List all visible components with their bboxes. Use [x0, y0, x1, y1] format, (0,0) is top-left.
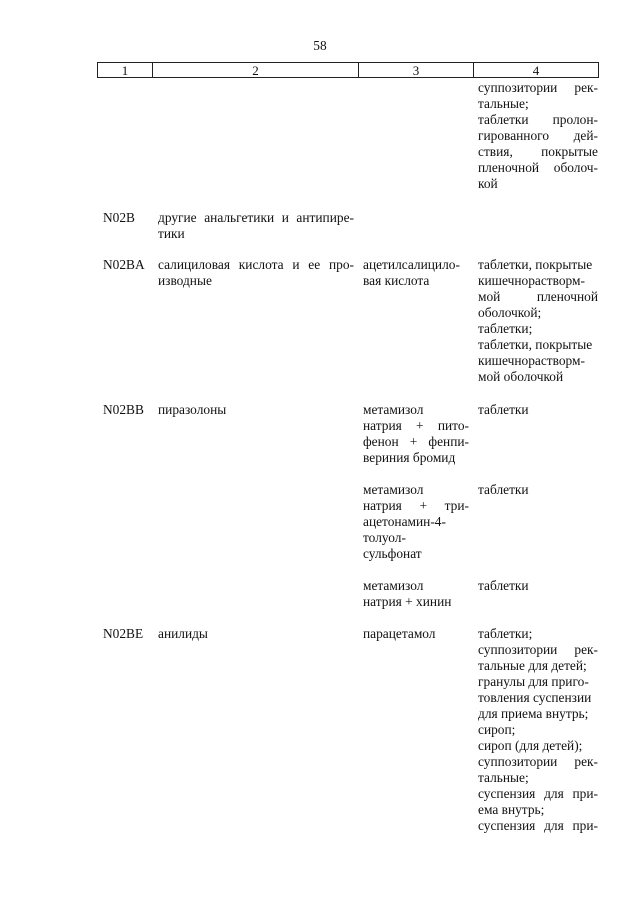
dosage-forms: таблетки: [478, 578, 529, 593]
drug-line: метамизол: [363, 482, 424, 497]
column-number-4: 4: [474, 63, 599, 78]
form-line: таблетки;: [478, 321, 533, 336]
pharmacological-group: [158, 257, 354, 289]
atc-code: N02BB: [103, 402, 144, 417]
form-line: пленочной оболоч-: [478, 160, 598, 175]
atc-code: N02B: [103, 210, 135, 225]
drug-name: [363, 482, 469, 562]
form-line: суппозитории рек-: [478, 754, 598, 769]
drug-line: натрия + хинин: [363, 594, 452, 609]
dosage-forms: [478, 257, 598, 385]
form-line: тальные для детей;: [478, 658, 587, 673]
form-line: сироп;: [478, 722, 516, 737]
form-line: гранулы для приго-: [478, 674, 589, 689]
form-line: тальные;: [478, 96, 529, 111]
group-line: изводные: [158, 273, 212, 288]
atc-code: N02BA: [103, 257, 145, 272]
pharmacological-group: анилиды: [158, 626, 208, 641]
drug-name: [363, 578, 469, 610]
column-number-3: 3: [359, 63, 474, 78]
pharmacological-group: пиразолоны: [158, 402, 227, 417]
form-line: кишечнорастворм-: [478, 353, 585, 368]
column-number-2: 2: [153, 63, 359, 78]
form-line: суспензия для при-: [478, 818, 598, 833]
form-line: для приема внутрь;: [478, 706, 589, 721]
form-line: суспензия для при-: [478, 786, 598, 801]
form-line: тальные;: [478, 770, 529, 785]
form-line: ема внутрь;: [478, 802, 545, 817]
form-line: товления суспензии: [478, 690, 592, 705]
drug-line: ацетилсалицило-: [363, 257, 460, 272]
drug-line: толуол-: [363, 530, 406, 545]
drug-line: сульфонат: [363, 546, 422, 561]
form-line: ствия, покрытые: [478, 144, 598, 159]
continued-dosage-forms: [478, 80, 598, 192]
form-line: таблетки пролон-: [478, 112, 598, 127]
dosage-forms: таблетки: [478, 482, 529, 497]
group-line: салициловая кислота и ее про-: [158, 257, 354, 272]
group-line: другие анальгетики и антипире-: [158, 210, 354, 225]
atc-code: N02BE: [103, 626, 144, 641]
pharmacological-group: [158, 210, 354, 242]
drug-line: натрия + пито-: [363, 418, 469, 433]
column-number-1: 1: [98, 63, 153, 78]
form-line: таблетки;: [478, 626, 533, 641]
form-line: мой пленочной: [478, 289, 598, 304]
form-line: таблетки, покрытые: [478, 257, 593, 272]
drug-line: фенон + фенпи-: [363, 434, 469, 449]
page-number: 58: [313, 38, 327, 53]
drug-line: ацетонамин-4-: [363, 514, 446, 529]
form-line: суппозитории рек-: [478, 642, 598, 657]
form-line: суппозитории рек-: [478, 80, 598, 95]
drug-line: метамизол: [363, 578, 424, 593]
drug-name: [363, 402, 469, 466]
form-line: гированного дей-: [478, 128, 598, 143]
drug-name: [363, 257, 469, 289]
drug-line: натрия + три-: [363, 498, 469, 513]
group-line: тики: [158, 226, 185, 241]
form-line: кой: [478, 176, 498, 191]
drug-name: парацетамол: [363, 626, 436, 641]
drug-line: вая кислота: [363, 273, 430, 288]
drug-line: метамизол: [363, 402, 424, 417]
form-line: таблетки, покрытые: [478, 337, 593, 352]
drug-line: вериния бромид: [363, 450, 456, 465]
dosage-forms: таблетки: [478, 402, 529, 417]
form-line: оболочкой;: [478, 305, 542, 320]
form-line: кишечнорастворм-: [478, 273, 585, 288]
form-line: мой оболочкой: [478, 369, 564, 384]
column-header-row: [97, 62, 599, 78]
form-line: сироп (для детей);: [478, 738, 583, 753]
dosage-forms: [478, 626, 598, 834]
